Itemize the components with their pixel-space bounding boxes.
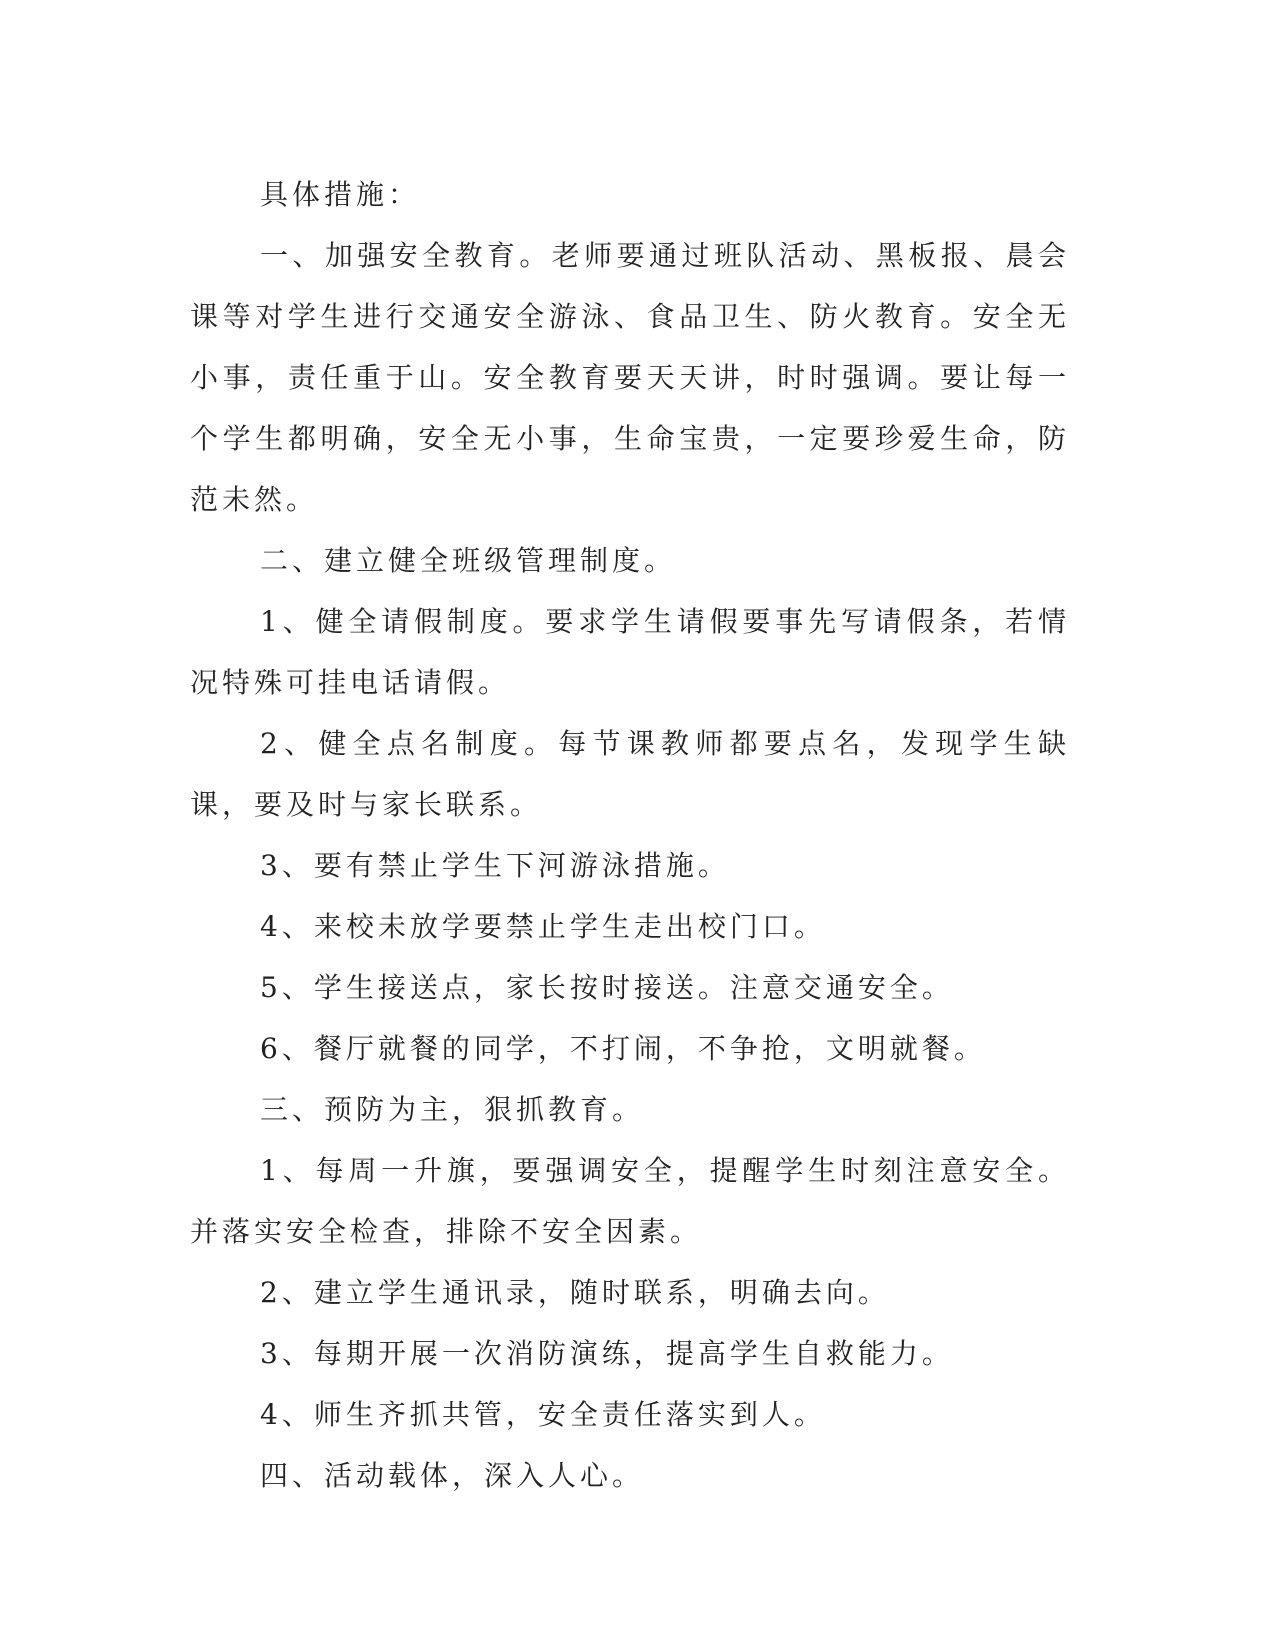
paragraph-safety-education: 一、加强安全教育。老师要通过班队活动、黑板报、晨会课等对学生进行交通安全游泳、食品卫生、防火教育。安全无小事，责任重于山。安全教育要天天讲，时时强调。要让每一个学生都明确，安全无小事，生命宝贵，一定要珍爱生命，防范未然。 [190,239,1070,516]
document-body [190,164,1070,1506]
list-item-contact-list: 2、建立学生通讯录，随时联系，明确去向。 [260,1276,890,1309]
section-heading-measures: 具体措施： [260,178,421,211]
list-item-dining: 6、餐厅就餐的同学，不打闹，不争抢，文明就餐。 [260,1032,986,1065]
list-item-school-gate: 4、来校未放学要禁止学生走出校门口。 [260,910,826,943]
section-heading-management: 二、建立健全班级管理制度。 [260,544,677,577]
list-item-shared-responsibility: 4、师生齐抓共管，安全责任落实到人。 [260,1398,826,1431]
section-heading-prevention: 三、预防为主，狠抓教育。 [260,1093,645,1126]
list-item-roll-call: 2、健全点名制度。每节课教师都要点名，发现学生缺课，要及时与家长联系。 [190,727,1070,821]
list-item-fire-drill: 3、每期开展一次消防演练，提高学生自救能力。 [260,1337,954,1370]
list-item-swimming-ban: 3、要有禁止学生下河游泳措施。 [260,849,730,882]
list-item-flag-raising: 1、每周一升旗，要强调安全，提醒学生时刻注意安全。并落实安全检查，排除不安全因素。 [190,1154,1070,1248]
list-item-pickup: 5、学生接送点，家长按时接送。注意交通安全。 [260,971,954,1004]
list-item-leave-policy: 1、健全请假制度。要求学生请假要事先写请假条，若情况特殊可挂电话请假。 [190,605,1070,699]
section-heading-activities: 四、活动载体，深入人心。 [260,1459,645,1492]
